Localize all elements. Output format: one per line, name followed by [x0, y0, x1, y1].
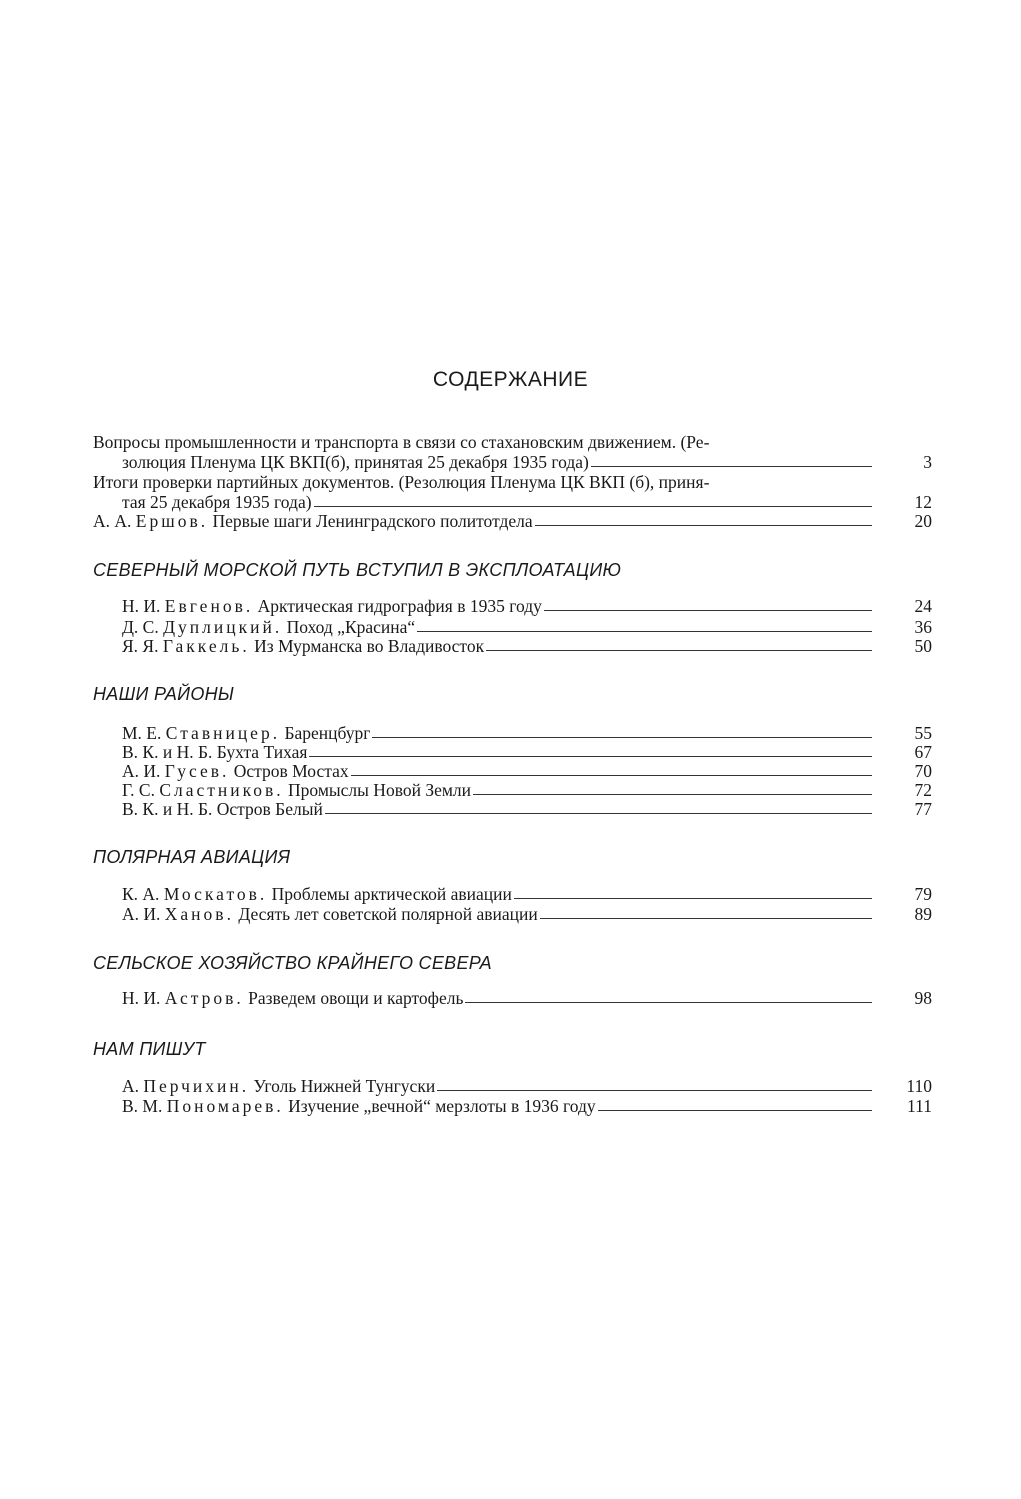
page-number: 110: [906, 1076, 932, 1096]
page-number: 98: [914, 988, 932, 1008]
toc-entry[interactable]: [122, 1096, 932, 1116]
toc-entry[interactable]: [122, 780, 932, 800]
dot-leader: [314, 506, 872, 507]
author-initials: К. А.: [122, 884, 164, 904]
section-heading: ПОЛЯРНАЯ АВИАЦИЯ: [93, 847, 291, 867]
toc-entry[interactable]: [122, 596, 932, 616]
dot-leader: [465, 1002, 872, 1003]
author-initials: Я. Я.: [122, 636, 163, 656]
page-number: 24: [914, 596, 932, 616]
entry-title: Из Мурманска во Владивосток: [249, 636, 485, 656]
toc-entry-line[interactable]: [93, 432, 932, 452]
author-initials: Д. С.: [122, 617, 164, 637]
toc-entry[interactable]: [122, 723, 932, 743]
author-initials: В. М.: [122, 1096, 167, 1116]
entry-title: Разведем овощи и картофель: [243, 988, 464, 1008]
entry-title: Уголь Нижней Тунгуски: [249, 1076, 436, 1096]
entry-text: Вопросы промышленности и транспорта в связи со стахановским движением. (Ре-: [93, 432, 710, 452]
page-number: 79: [914, 884, 932, 904]
entry-text: тая 25 декабря 1935 года): [122, 492, 312, 512]
entry-title: Проблемы арктической авиации: [267, 884, 512, 904]
toc-entry[interactable]: [122, 1076, 932, 1096]
page-number: 20: [914, 511, 932, 531]
section-heading: НАМ ПИШУТ: [93, 1039, 206, 1059]
author-name: Пономарев.: [166, 1096, 284, 1116]
dot-leader: [598, 1110, 872, 1111]
page-number: 50: [914, 636, 932, 656]
page-number: 77: [914, 799, 932, 819]
entry-title: Десять лет советской полярной авиации: [233, 904, 538, 924]
author-initials: Н. И.: [122, 596, 165, 616]
entry-title: Изучение „вечной“ мерзлоты в 1936 году: [283, 1096, 596, 1116]
author-initials: А. А.: [93, 511, 136, 531]
dot-leader: [325, 813, 872, 814]
author-initials: А. И.: [122, 904, 165, 924]
author-initials: А.: [122, 1076, 144, 1096]
dot-leader: [437, 1090, 872, 1091]
toc-entry[interactable]: [122, 884, 932, 904]
page-number: 36: [914, 617, 932, 637]
author-name: Астров.: [164, 988, 244, 1008]
toc-entry[interactable]: [122, 617, 932, 637]
section-heading: СЕВЕРНЫЙ МОРСКОЙ ПУТЬ ВСТУПИЛ В ЭКСПЛОАТАЦИЮ: [93, 560, 622, 580]
dot-leader: [351, 775, 872, 776]
author-name: Ханов.: [164, 904, 234, 924]
page-number: 3: [923, 452, 932, 472]
page-number: 12: [914, 492, 932, 512]
author-name: Ставницер.: [165, 723, 281, 743]
entry-title: Баренцбург: [280, 723, 371, 743]
page-number: 72: [914, 780, 932, 800]
entry-title: Поход „Красина“: [282, 617, 416, 637]
entry-title: В. К. и Н. Б. Остров Белый: [122, 799, 323, 819]
toc-entry-line[interactable]: [93, 472, 932, 492]
author-name: Перчихин.: [143, 1076, 250, 1096]
author-initials: Г. С.: [122, 780, 160, 800]
entry-text: золюция Пленума ЦК ВКП(б), принятая 25 декабря 1935 года): [122, 452, 589, 472]
toc-entry[interactable]: [122, 904, 932, 924]
dot-leader: [309, 756, 872, 757]
toc-entry[interactable]: [122, 636, 932, 656]
author-name: Ершов.: [135, 511, 209, 531]
toc-entry[interactable]: [93, 511, 932, 531]
toc-entry[interactable]: [122, 742, 932, 762]
toc-entry[interactable]: [122, 492, 932, 512]
entry-text: Итоги проверки партийных документов. (Резолюция Пленума ЦК ВКП (б), приня-: [93, 472, 710, 492]
toc-entry[interactable]: [122, 761, 932, 781]
author-initials: Н. И.: [122, 988, 165, 1008]
entry-title: Промыслы Новой Земли: [283, 780, 472, 800]
dot-leader: [591, 466, 872, 467]
dot-leader: [535, 525, 872, 526]
author-initials: М. Е.: [122, 723, 166, 743]
page-number: 111: [907, 1096, 932, 1116]
dot-leader: [486, 650, 872, 651]
dot-leader: [540, 918, 872, 919]
entry-title: Остров Мостах: [229, 761, 349, 781]
page-number: 67: [914, 742, 932, 762]
page-number: 89: [914, 904, 932, 924]
author-initials: А. И.: [122, 761, 165, 781]
dot-leader: [372, 737, 872, 738]
toc-entry[interactable]: [122, 452, 932, 472]
dot-leader: [473, 794, 872, 795]
section-heading: НАШИ РАЙОНЫ: [93, 684, 235, 704]
dot-leader: [514, 898, 872, 899]
page-number: 55: [914, 723, 932, 743]
dot-leader: [417, 631, 872, 632]
toc-entry[interactable]: [122, 799, 932, 819]
page-title: СОДЕРЖАНИЕ: [432, 368, 589, 391]
author-name: Гаккель.: [162, 636, 250, 656]
author-name: Евгенов.: [164, 596, 254, 616]
section-heading: СЕЛЬСКОЕ ХОЗЯЙСТВО КРАЙНЕГО СЕВЕРА: [93, 953, 492, 973]
author-name: Гусев.: [164, 761, 230, 781]
entry-title: Первые шаги Ленинградского политотдела: [208, 511, 533, 531]
dot-leader: [544, 610, 872, 611]
author-name: Дуплицкий.: [163, 617, 283, 637]
author-name: Москатов.: [163, 884, 268, 904]
author-name: Сластников.: [159, 780, 284, 800]
entry-title: В. К. и Н. Б. Бухта Тихая: [122, 742, 308, 762]
entry-title: Арктическая гидрография в 1935 году: [253, 596, 542, 616]
toc-entry[interactable]: [122, 988, 932, 1008]
page-number: 70: [914, 761, 932, 781]
